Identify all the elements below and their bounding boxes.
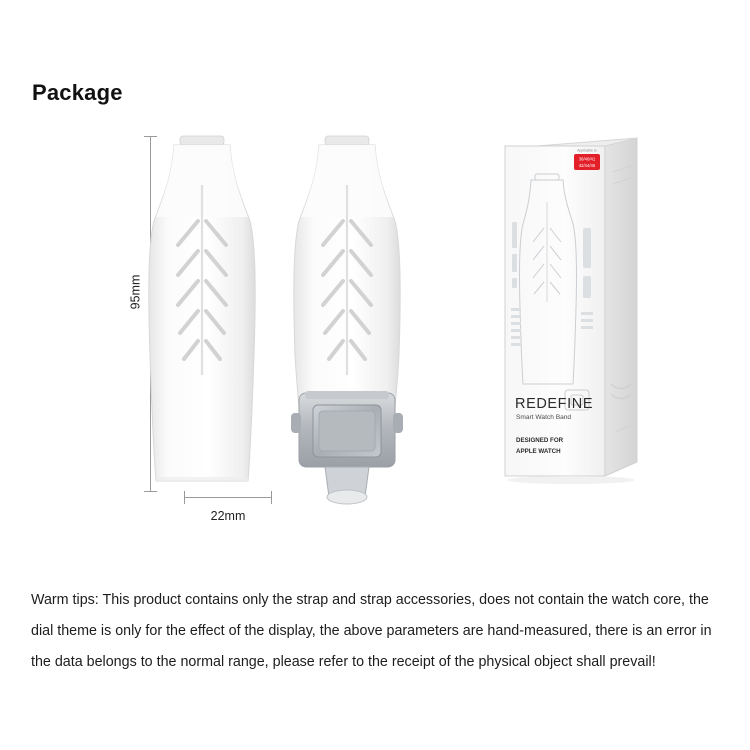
strap-buckle — [291, 391, 403, 504]
svg-text:38/40/41: 38/40/41 — [578, 156, 596, 162]
strap-right — [291, 136, 403, 504]
height-dimension-label: 95mm — [128, 274, 143, 310]
width-dimension-label: 22mm — [210, 509, 246, 523]
product-illustration — [128, 125, 680, 545]
svg-text:Applicable to: Applicable to — [577, 148, 597, 153]
warm-tips-text: Warm tips: This product contains only the strap and strap accessories, does not contain the watch core, the dial theme is only for the effect of the display, the above parameters are hand-measured, there is an error in the data belongs to the normal range, please refer to the receipt of the physical object shall prevail! — [31, 592, 712, 670]
box-subtitle-text: Smart Watch Band — [516, 414, 572, 421]
box-designed-for-line2: APPLE WATCH — [516, 448, 561, 455]
box-designed-for-line1: DESIGNED FOR — [516, 437, 564, 444]
box-brand-text: REDEFINE — [515, 396, 594, 412]
box-badge — [574, 149, 600, 171]
svg-text:42/44/45: 42/44/45 — [578, 163, 596, 168]
package-box-illustration — [485, 132, 665, 502]
page-title: Package — [32, 80, 123, 105]
strap-left — [149, 136, 255, 481]
